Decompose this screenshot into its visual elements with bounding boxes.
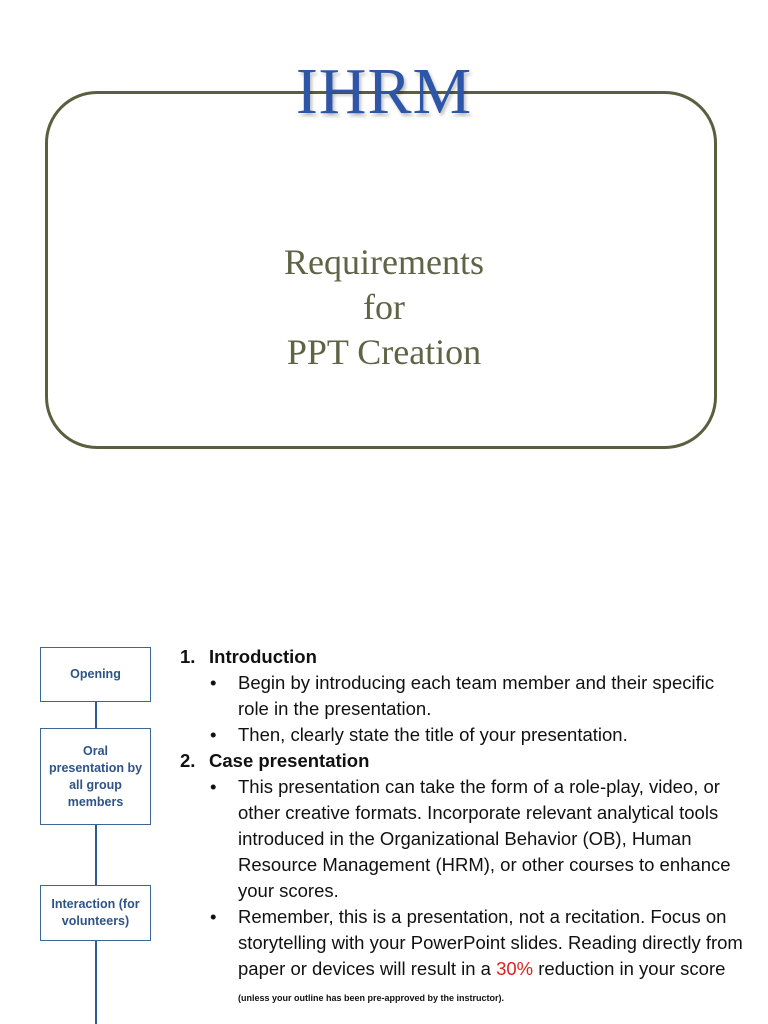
bullet-item	[180, 904, 750, 1011]
flow-box-oral-presentation: Oral presentation by all group members	[40, 728, 151, 825]
flow-connector	[95, 702, 97, 728]
requirements-slide	[0, 640, 768, 1024]
approval-note: (unless your outline has been pre-approved by the instructor).	[238, 993, 505, 1003]
section-title-text: Case presentation	[209, 750, 370, 771]
bullet-text: Remember, this is a presentation, not a recitation. Focus on storytelling with your PowerPoint slides. Reading directly from paper or devices will result in a	[238, 906, 743, 979]
penalty-highlight: 30%	[496, 958, 534, 979]
bullet-item: • This presentation can take the form of a role-play, video, or other creative formats. Incorporate relevant analytical tools introduced in the Organizational Behavior (OB), Human Resource Management (HRM), or other courses to enhance your scores.	[180, 774, 750, 904]
bullet-item: • Begin by introducing each team member and their specific role in the presentation.	[180, 670, 750, 722]
bullet-text: reduction in your score	[533, 958, 726, 979]
requirements-content	[180, 644, 750, 1011]
flow-connector	[95, 825, 97, 885]
subtitle-line: Requirements	[284, 242, 484, 282]
flow-box-interaction: Interaction (for volunteers)	[40, 885, 151, 941]
flow-box-opening: Opening	[40, 647, 151, 702]
ihrm-logo: IHRM	[295, 55, 473, 128]
flow-connector	[95, 941, 97, 1024]
section-number: 2.	[180, 750, 196, 771]
subtitle-line: PPT Creation	[286, 332, 482, 372]
section-title	[180, 644, 750, 670]
section-number: 1.	[180, 646, 196, 667]
section-title	[180, 748, 750, 774]
section-title-text: Introduction	[209, 646, 317, 667]
bullet-item: • Then, clearly state the title of your presentation.	[180, 722, 750, 748]
title-slide	[0, 0, 768, 480]
subtitle-line: for	[363, 287, 405, 327]
slide-subtitle	[45, 240, 723, 375]
